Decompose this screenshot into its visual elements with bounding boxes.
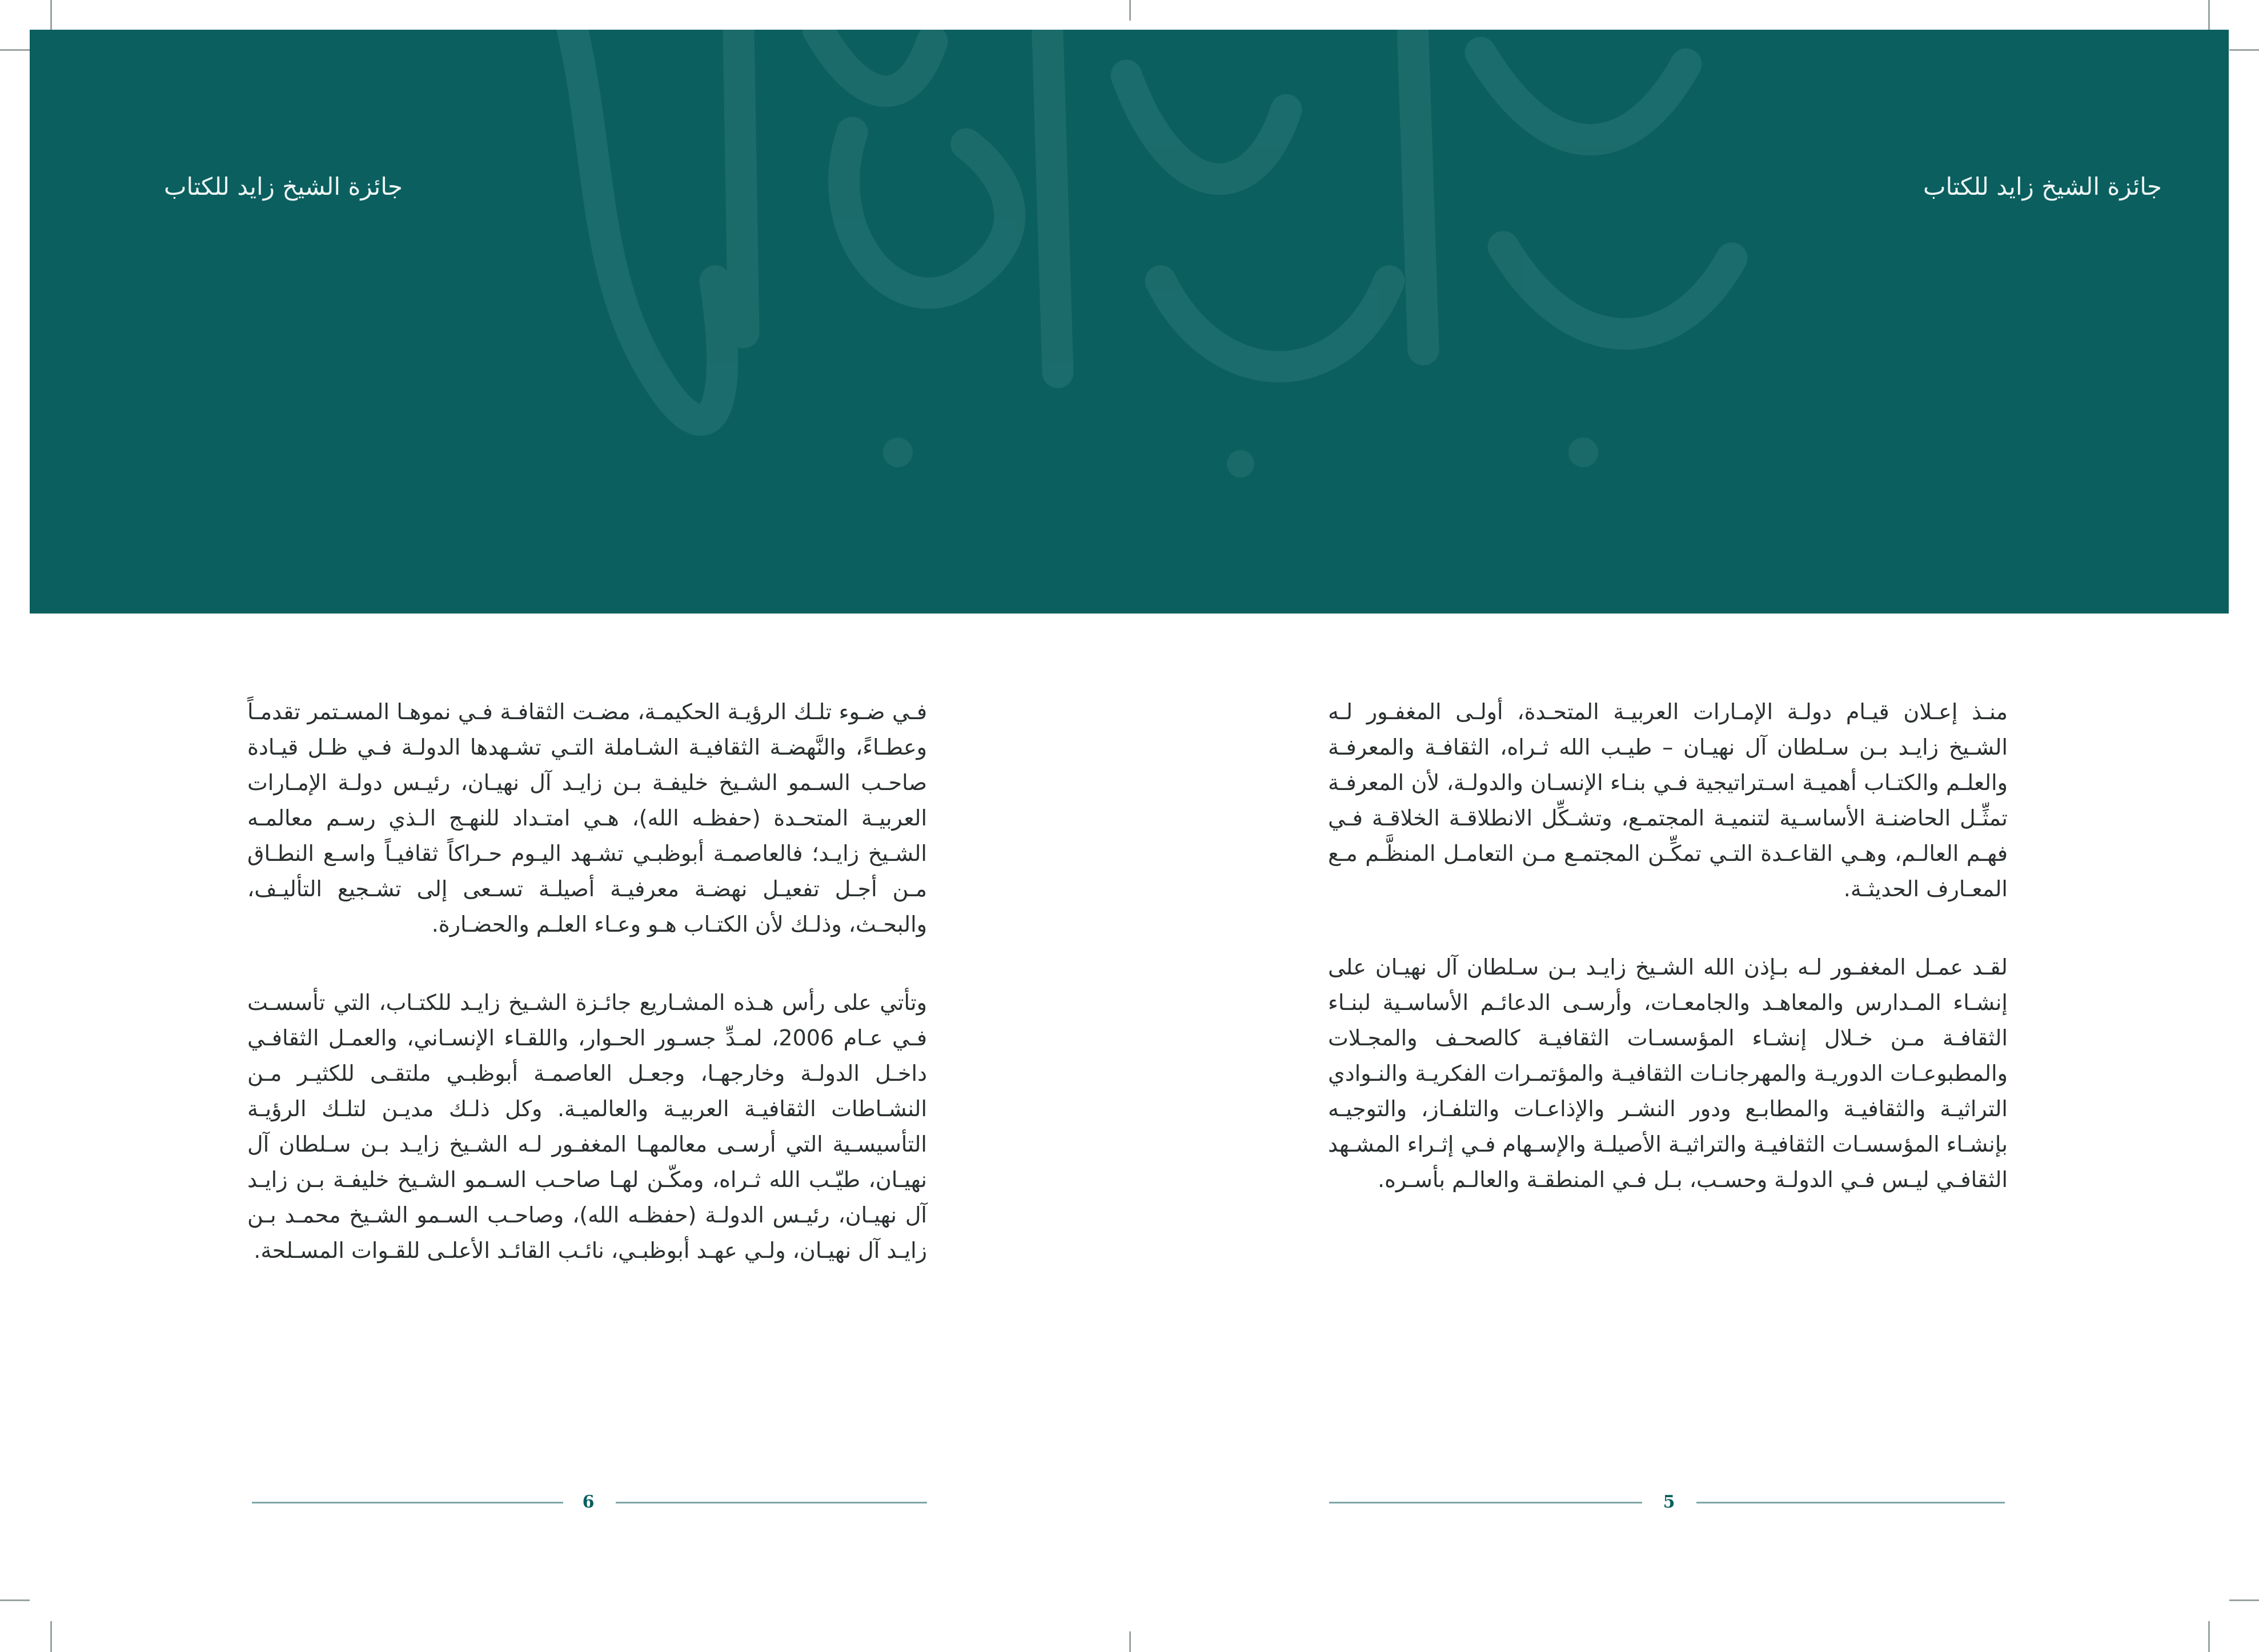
page-number-left: 6 [582,1492,595,1512]
header-banner [30,30,2229,614]
folio-rule [616,1502,927,1503]
crop-mark [0,49,30,51]
crop-mark [1129,0,1131,21]
folio-rule [1696,1502,2005,1503]
paragraph: منـذ إعـلان قيـام دولـة الإمـارات العربيـة المتحـدة، أولـى المغفـور لـه الشـيخ زايـد بـن سـلطان آل نهيـان – طيـب الله ثـراه، الثقافـة والمعرفـة والعلـم والكتـاب أهميـة اسـتراتيجية فـي بنـاء الإنسـان والدولـة، لأن المعرفـة تمثِّـل الحاضنـة الأساسـية لتنميـة المجتمـع، وتشـكِّل الانطلاقـة الخلاقـة فـي فهـم العالـم، وهـي القاعـدة التـي تمكِّـن المجتمـع مـن التعامـل المنظَّـم مـع المعـارف الحديثـة. [1328,699,2008,901]
folio-rule [252,1502,563,1503]
right-page-body [1328,694,2008,1240]
crop-mark [2229,1599,2259,1601]
left-page-body [247,694,927,1311]
page-number-right: 5 [1663,1492,1675,1512]
header-title-right: جائزة الشيخ زايد للكتاب [1923,173,2162,201]
folio-rule [1329,1502,1642,1503]
calligraphy-watermark [498,30,1812,532]
crop-mark [1129,1631,1131,1652]
crop-mark [50,0,52,30]
header-title-left: جائزة الشيخ زايد للكتاب [164,173,403,201]
paragraph: وتأتي على رأس هـذه المشـاريع جائـزة الشـيخ زايـد للكتـاب، التي تأسسـت فـي عـام 2006، لمـدِّ جسـور الحـوار، واللقـاء الإنسـاني، والعمـل الثقافـي داخـل الدولـة وخارجهـا، وجعـل العاصمـة أبوظبـي ملتقـى للكثيـر مـن النشـاطات الثقافيـة العربيـة والعالميـة. وكل ذلـك مديـن لتلـك الرؤيـة التأسيسـية التي أرسـى معالمهـا المغفـور لـه الشـيخ زايـد بـن سـلطان آل نهيـان، طيّـب الله ثـراه، ومكّـن لهـا صاحـب السـمو الشـيخ خليفـة بـن زايـد آل نهيـان، رئيـس الدولـة (حفظـه الله)، وصاحـب السـمو الشـيخ محمـد بـن زايـد آل نهيـان، ولـي عهـد أبوظبـي، نائـب القائـد الأعلـى للقـوات المسـلحة. [247,990,927,1263]
paragraph: لقـد عمـل المغفـور لـه بـإذن الله الشـيخ زايـد بـن سـلطان آل نهيـان على إنشـاء المـدارس والمعاهـد والجامعـات، وأرسـى الدعائـم الأساسـية لبنـاء الثقافـة مـن خـلال إنشـاء المؤسسـات الثقافيـة كالصحـف والمجـلات والمطبوعـات الدوريـة والمهرجانـات الثقافيـة والمؤتمـرات الفكريـة والنـوادي التراثيـة والثقافيـة والمطابـع ودور النشـر والإذاعـات والتلفـاز، والتوجيـه بإنشـاء المؤسسـات الثقافيـة والتراثيـة الأصيلـة والإسـهام فـي إثـراء المشـهد الثقافـي ليـس فـي الدولـة وحسـب، بـل فـي المنطقـة والعالـم بأسـره. [1328,955,2008,1192]
crop-mark [2229,49,2259,51]
crop-mark [0,1599,30,1601]
crop-mark [2208,1621,2210,1652]
paragraph: فـي ضـوء تلـك الرؤيـة الحكيمـة، مضـت الثقافـة فـي نموهـا المسـتمر تقدمـاً وعطـاءً، والنَّهضـة الثقافيـة الشـاملة التـي تشـهدها الدولـة فـي ظـل قيـادة صاحـب السـمو الشـيخ خليفـة بـن زايـد آل نهيـان، رئيـس دولـة الإمـارات العربيـة المتحـدة (حفظـه الله)، هـي امتـداد للنهـج الـذي رسـم معالمـه الشـيخ زايـد؛ فالعاصمـة أبوظبـي تشـهد اليـوم حـراكاً ثقافيـاً واسـع النطـاق مـن أجـل تفعيـل نهضـة معرفيـة أصيلـة تسـعى إلى تشـجيع التأليـف، والبحـث، وذلـك لأن الكتـاب هـو وعـاء العلـم والحضـارة. [247,699,927,937]
crop-mark [50,1621,52,1652]
crop-mark [2208,0,2210,30]
